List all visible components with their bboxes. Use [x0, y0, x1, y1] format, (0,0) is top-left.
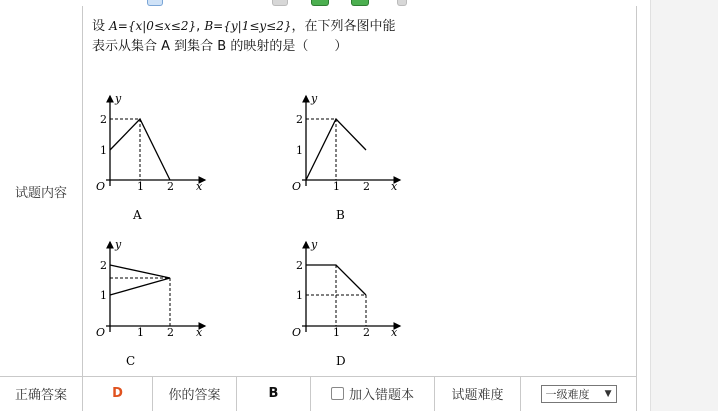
graph-b-y-tick-1: 1 — [296, 144, 303, 157]
graph-d-y-tick-1: 1 — [296, 289, 303, 302]
graph-a-labels — [96, 92, 203, 222]
question-suffix: ，在下列各图中能 — [291, 19, 396, 34]
graph-a-y-tick-1: 1 — [100, 144, 107, 157]
graph-a-origin: O — [96, 180, 106, 193]
graph-b-labels — [292, 92, 398, 222]
column-divider — [82, 6, 83, 411]
question-text — [92, 16, 612, 57]
difficulty-cell — [521, 377, 636, 410]
graph-c-y-tick-2: 2 — [100, 259, 107, 272]
correct-answer-value: D — [112, 386, 123, 401]
graph-d-x-label: x — [391, 326, 398, 339]
difficulty-label: 试题难度 — [451, 388, 504, 403]
graph-a-x-label: x — [196, 180, 203, 193]
answer-graphs — [88, 82, 418, 376]
option-b-label: B — [336, 208, 345, 222]
graph-b-y-label: y — [311, 92, 318, 105]
chevron-down-icon: ▼ — [604, 388, 612, 399]
graph-c-x-tick-2: 2 — [167, 326, 174, 339]
graph-a-y-tick-2: 2 — [100, 113, 107, 126]
graph-c-curve — [110, 265, 170, 295]
your-answer-value: B — [268, 386, 279, 401]
graph-d — [302, 242, 400, 332]
option-a-label: A — [133, 208, 142, 222]
graph-b — [302, 96, 400, 186]
graph-b-y-tick-2: 2 — [296, 113, 303, 126]
right-sidebar — [650, 0, 718, 411]
question-line-2: 表示从集合 A 到集合 B 的映射的是（ ） — [92, 39, 348, 54]
your-answer-label: 你的答案 — [168, 388, 221, 403]
add-wrong-book-checkbox[interactable] — [331, 387, 344, 400]
question-separator: , — [196, 19, 205, 34]
correct-answer-label: 正确答案 — [14, 388, 67, 403]
question-label: 试题内容 — [14, 185, 67, 201]
set-a-definition: A={x|0≤x≤2} — [109, 19, 197, 33]
option-d-label: D — [336, 354, 346, 368]
graph-b-x-label: x — [391, 180, 398, 193]
graph-c-labels — [96, 238, 203, 368]
graph-d-y-tick-2: 2 — [296, 259, 303, 272]
graph-d-labels — [292, 238, 398, 368]
graphs-svg — [88, 82, 418, 372]
graph-d-x-tick-2: 2 — [363, 326, 370, 339]
graph-a-x-tick-2: 2 — [167, 180, 174, 193]
graph-c-y-tick-1: 1 — [100, 289, 107, 302]
graph-c-x-label: x — [196, 326, 203, 339]
graph-b-x-tick-1: 1 — [333, 180, 340, 193]
graph-c-origin: O — [96, 326, 106, 339]
add-wrong-book-label: 加入错题本 — [348, 388, 414, 403]
graph-b-origin: O — [292, 180, 302, 193]
difficulty-select-value: 一级难度 — [545, 387, 590, 401]
graph-a-x-tick-1: 1 — [137, 180, 144, 193]
graph-c-x-tick-1: 1 — [137, 326, 144, 339]
graph-d-y-label: y — [311, 238, 318, 251]
question-prefix: 设 — [92, 19, 110, 34]
add-wrong-book-toggle[interactable] — [311, 377, 434, 410]
graph-d-x-tick-1: 1 — [333, 326, 340, 339]
graph-b-x-tick-2: 2 — [363, 180, 370, 193]
graph-d-origin: O — [292, 326, 302, 339]
graph-a — [106, 96, 205, 186]
graph-c — [106, 242, 205, 332]
graph-c-y-label: y — [115, 238, 122, 251]
set-b-definition: B={y|1≤y≤2} — [204, 19, 292, 33]
option-c-label: C — [126, 354, 136, 368]
question-line-1 — [92, 16, 612, 37]
graph-a-y-label: y — [115, 92, 122, 105]
difficulty-select[interactable] — [541, 385, 617, 403]
